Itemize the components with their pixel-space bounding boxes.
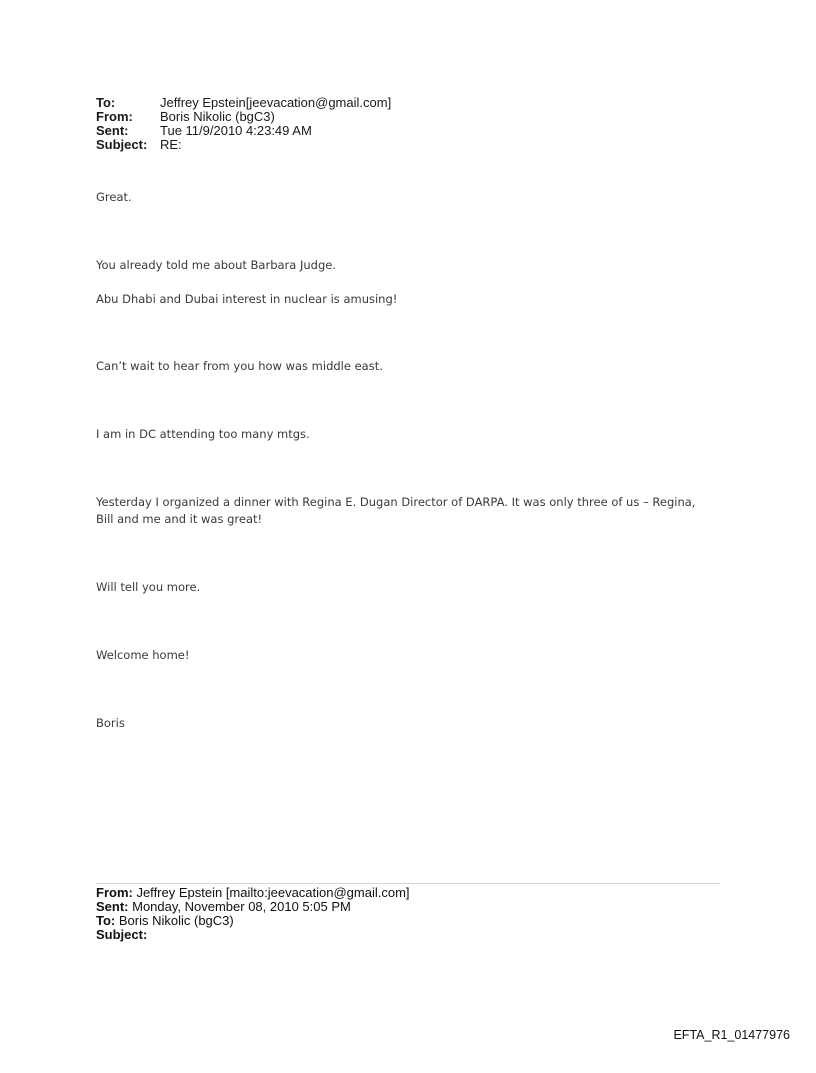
header-sent-row	[96, 124, 391, 138]
quoted-to-value: Boris Nikolic (bgC3)	[115, 913, 234, 928]
quoted-header	[96, 886, 410, 942]
quoted-from-row	[96, 886, 410, 900]
email-header	[96, 96, 391, 152]
quoted-sent-value: Monday, November 08, 2010 5:05 PM	[128, 899, 351, 914]
subject-value: RE:	[160, 137, 182, 152]
to-value: Jeffrey Epstein[jeevacation@gmail.com]	[160, 95, 392, 110]
subject-label: Subject:	[96, 137, 148, 152]
quoted-sent-row	[96, 900, 410, 914]
sent-value: Tue 11/9/2010 4:23:49 AM	[160, 123, 312, 138]
quoted-subject-row	[96, 928, 410, 942]
quoted-divider	[96, 883, 720, 884]
body-paragraph-5: I am in DC attending too many mtgs.	[96, 427, 310, 441]
body-paragraph-6-line-1: Yesterday I organized a dinner with Regina E. Dugan Director of DARPA. It was only three of us – Regina,	[96, 495, 696, 509]
document-id: EFTA_R1_01477976	[673, 1028, 790, 1042]
sent-label: Sent:	[96, 123, 129, 138]
header-from-row	[96, 110, 391, 124]
from-label: From:	[96, 109, 133, 124]
body-paragraph-6-line-2: Bill and me and it was great!	[96, 512, 263, 526]
header-subject-row	[96, 138, 391, 152]
quoted-to-label: To:	[96, 913, 116, 928]
from-value: Boris Nikolic (bgC3)	[160, 109, 275, 124]
body-paragraph-4: Can’t wait to hear from you how was middle east.	[96, 359, 383, 373]
body-paragraph-1: Great.	[96, 190, 132, 204]
body-paragraph-7: Will tell you more.	[96, 580, 201, 594]
body-paragraph-6	[96, 494, 736, 528]
quoted-from-value: Jeffrey Epstein [mailto:jeevacation@gmail.com]	[132, 885, 410, 900]
signature: Boris	[96, 716, 125, 730]
body-paragraph-2: You already told me about Barbara Judge.	[96, 258, 336, 272]
to-label: To:	[96, 95, 116, 110]
body-paragraph-8: Welcome home!	[96, 648, 190, 662]
body-paragraph-3: Abu Dhabi and Dubai interest in nuclear is amusing!	[96, 292, 398, 306]
quoted-to-row	[96, 914, 410, 928]
header-to-row	[96, 96, 391, 110]
quoted-sent-label: Sent:	[96, 899, 129, 914]
quoted-from-label: From:	[96, 885, 133, 900]
quoted-subject-label: Subject:	[96, 927, 148, 942]
